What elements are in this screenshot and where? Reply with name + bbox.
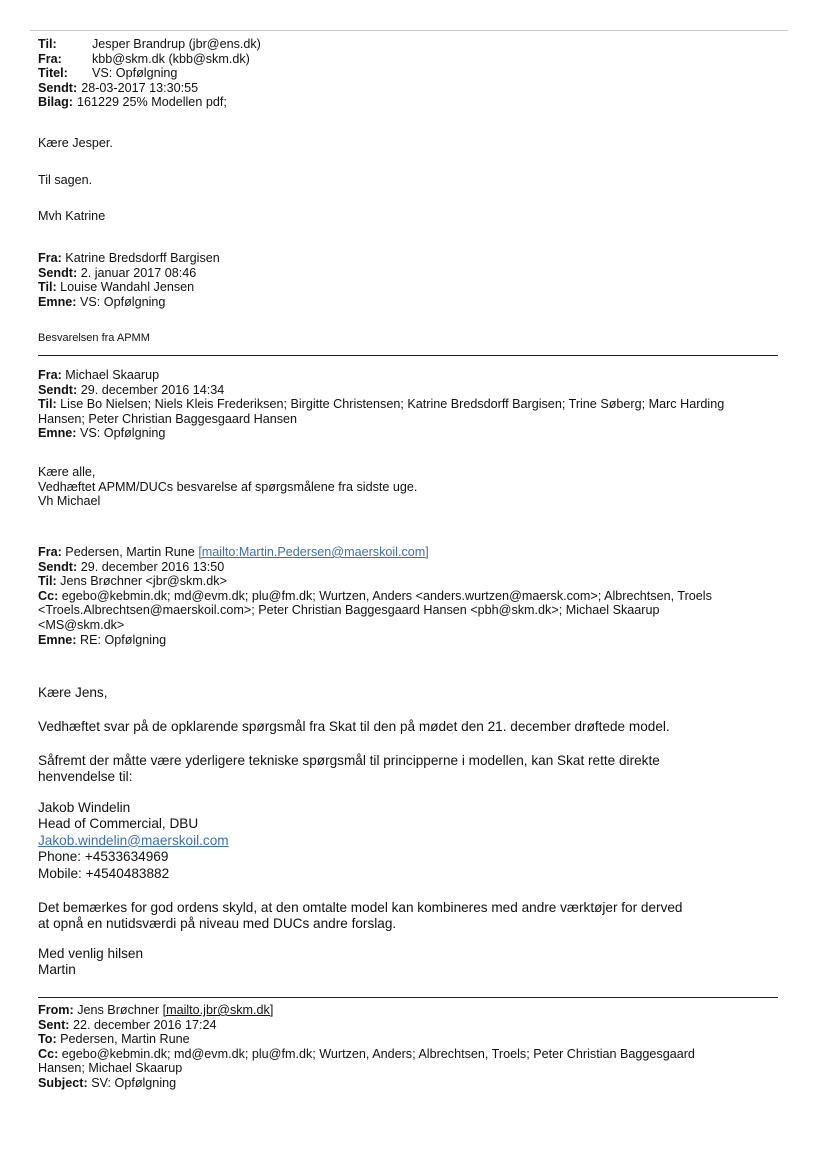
titel-value: VS: Opfølgning bbox=[92, 66, 178, 81]
emne-value: VS: Opfølgning bbox=[80, 426, 166, 441]
paragraph-2 bbox=[38, 753, 788, 786]
fra-label: Fra: bbox=[38, 368, 62, 382]
closing-block bbox=[38, 946, 788, 979]
michael-message bbox=[38, 465, 788, 509]
mailto-link[interactable]: [mailto:Martin.Pedersen@maerskoil.com] bbox=[198, 545, 429, 559]
fra-value: kbb@skm.dk (kbb@skm.dk) bbox=[92, 51, 250, 66]
contact-mobile: Mobile: +4540483882 bbox=[38, 865, 170, 881]
paragraph-3-line-2: at opnå en nutidsværdi på niveau med DUCs andre forslag. bbox=[38, 916, 397, 932]
sendt-label: Sendt: bbox=[38, 559, 78, 574]
reply-header-martin bbox=[38, 545, 788, 647]
til-value-continued: Hansen; Peter Christian Baggesgaard Hansen bbox=[38, 411, 298, 426]
fra-value: Katrine Bredsdorff Bargisen bbox=[65, 251, 220, 265]
sent-label: Sent: bbox=[38, 1017, 70, 1032]
til-label: Til: bbox=[38, 574, 57, 589]
divider bbox=[38, 355, 778, 356]
contact-email-link[interactable]: Jakob.windelin@maerskoil.com bbox=[38, 832, 229, 848]
sendt-value: 2. januar 2017 08:46 bbox=[80, 265, 197, 280]
sendt-value: 29. december 2016 13:50 bbox=[80, 559, 225, 574]
besvarelsen-text: Besvarelsen fra APMM bbox=[38, 332, 150, 344]
fra-value: Michael Skaarup bbox=[65, 368, 160, 382]
contact-title: Head of Commercial, DBU bbox=[38, 816, 199, 832]
subject-value: SV: Opfølgning bbox=[91, 1075, 177, 1090]
paragraph-3-line-1: Det bemærkes for god ordens skyld, at den omtalte model kan kombineres med andre værktøjer for derved bbox=[38, 900, 683, 915]
sendt-label: Sendt: bbox=[38, 80, 78, 95]
sendt-value: 28-03-2017 13:30:55 bbox=[81, 80, 199, 95]
to-label: To: bbox=[38, 1032, 57, 1047]
greeting-jens: Kære Jens, bbox=[38, 685, 108, 700]
original-header-jens bbox=[38, 1003, 788, 1091]
cc-label: Cc: bbox=[38, 1046, 59, 1061]
titel-label: Titel: bbox=[38, 66, 68, 81]
closing: Med venlig hilsen bbox=[38, 946, 144, 961]
fra-label: Fra: bbox=[38, 251, 62, 265]
sendt-label: Sendt: bbox=[38, 382, 78, 397]
emne-value: VS: Opfølgning bbox=[80, 294, 166, 309]
paragraph-2-line-2: henvendelse til: bbox=[38, 769, 133, 785]
emne-label: Emne: bbox=[38, 294, 77, 309]
sent-value: 22. december 2016 17:24 bbox=[72, 1017, 217, 1032]
til-label: Til: bbox=[38, 37, 57, 51]
from-value: Jens Brøchner bbox=[77, 1003, 160, 1017]
forward-header-michael bbox=[38, 368, 788, 441]
greeting-jesper: Kære Jesper. bbox=[38, 136, 113, 150]
to-value: Pedersen, Martin Rune bbox=[60, 1032, 190, 1047]
til-value: Jens Brøchner <jbr@skm.dk> bbox=[60, 574, 227, 589]
til-value: Lise Bo Nielsen; Niels Kleis Frederiksen; Birgitte Christensen; Katrine Bredsdorff Bargisen; Trine Søberg; Marc Harding bbox=[60, 397, 725, 412]
contact-name: Jakob Windelin bbox=[38, 800, 131, 815]
paragraph-3 bbox=[38, 900, 788, 933]
bilag-value: 161229 25% Modellen pdf; bbox=[76, 95, 227, 110]
fra-label: Fra: bbox=[38, 545, 62, 559]
sendt-label: Sendt: bbox=[38, 265, 78, 280]
message-body: Vedhæftet APMM/DUCs besvarelse af spørgsmålene fra sidste uge. bbox=[38, 479, 418, 494]
subject-label: Subject: bbox=[38, 1075, 88, 1090]
divider bbox=[38, 997, 778, 998]
emne-value: RE: Opfølgning bbox=[80, 632, 167, 647]
paragraph-2-line-1: Såfremt der måtte være yderligere tekniske spørgsmål til principperne i modellen, kan Skat rette direkte bbox=[38, 753, 660, 768]
cc-value: egebo@kebmin.dk; md@evm.dk; plu@fm.dk; Wurtzen, Anders; Albrechtsen, Troels; Peter Christian Baggesgaard bbox=[61, 1046, 695, 1061]
til-label: Til: bbox=[38, 280, 57, 295]
cc-label: Cc: bbox=[38, 588, 59, 603]
email-header bbox=[38, 37, 788, 110]
from-label: From: bbox=[38, 1003, 74, 1017]
contact-block bbox=[38, 800, 788, 882]
cc-value-continued: Hansen; Michael Skaarup bbox=[38, 1061, 183, 1076]
signature: Martin bbox=[38, 962, 76, 978]
til-label: Til: bbox=[38, 397, 57, 412]
cc-value-continued: <Troels.Albrechtsen@maerskoil.com>; Peter Christian Baggesgaard Hansen <pbh@skm.dk>; Michael Skaarup bbox=[38, 603, 660, 618]
forward-header-katrine bbox=[38, 251, 788, 309]
top-divider bbox=[30, 30, 788, 31]
til-value: Jesper Brandrup (jbr@ens.dk) bbox=[92, 37, 261, 51]
paragraph-1: Vedhæftet svar på de opklarende spørgsmål fra Skat til den på mødet den 21. december drøftede model. bbox=[38, 719, 670, 734]
fra-value: Pedersen, Martin Rune bbox=[65, 545, 195, 559]
mailto-link[interactable]: [mailto.jbr@skm.dk] bbox=[162, 1003, 274, 1017]
emne-label: Emne: bbox=[38, 426, 77, 441]
cc-value-continued: <MS@skm.dk> bbox=[38, 617, 125, 632]
til-value: Louise Wandahl Jensen bbox=[60, 280, 195, 295]
bilag-label: Bilag: bbox=[38, 95, 73, 110]
fra-label: Fra: bbox=[38, 51, 62, 66]
cc-value: egebo@kebmin.dk; md@evm.dk; plu@fm.dk; Wurtzen, Anders <anders.wurtzen@maersk.com>; Albrechtsen, Troels bbox=[61, 588, 712, 603]
sendt-value: 29. december 2016 14:34 bbox=[80, 382, 225, 397]
signature: Mvh Katrine bbox=[38, 209, 106, 223]
contact-phone: Phone: +4533634969 bbox=[38, 849, 169, 865]
emne-label: Emne: bbox=[38, 632, 77, 647]
signature: Vh Michael bbox=[38, 494, 101, 509]
message-body: Til sagen. bbox=[38, 173, 93, 187]
greeting: Kære alle, bbox=[38, 465, 96, 479]
